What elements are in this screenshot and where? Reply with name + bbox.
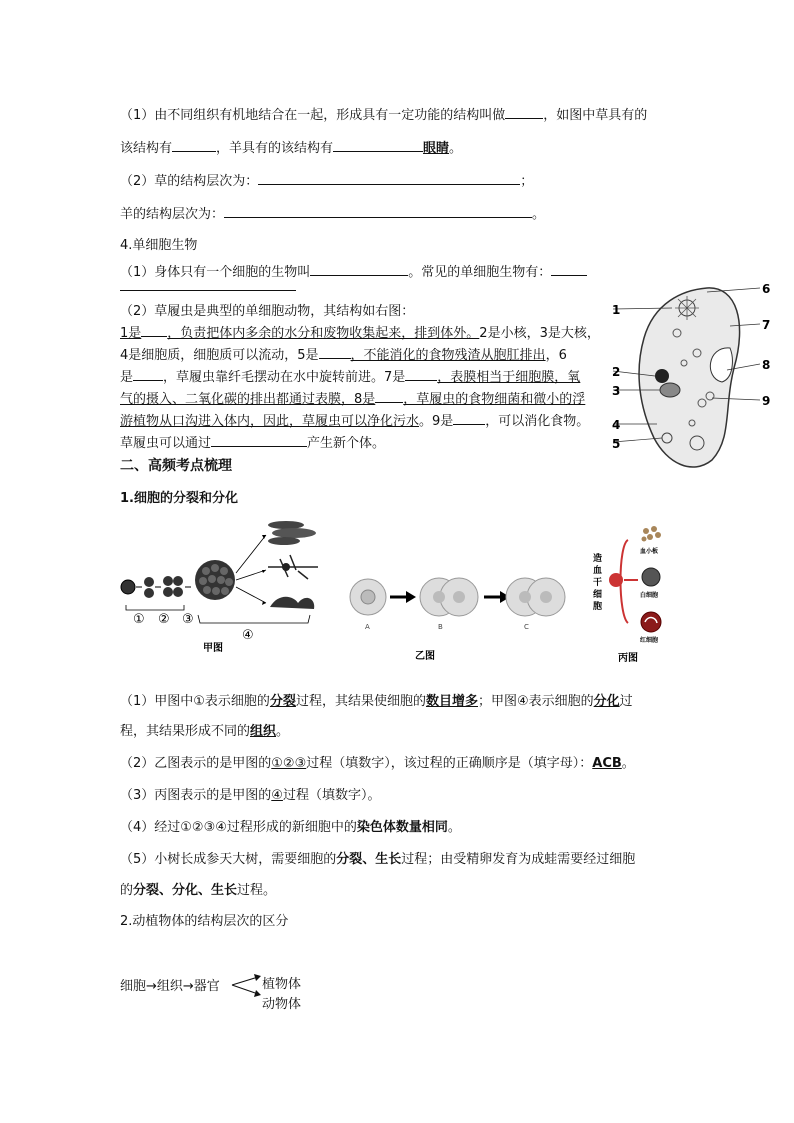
label-wbc: 白细胞 <box>640 592 659 599</box>
blank[interactable] <box>333 139 423 152</box>
arrow-icon <box>406 591 416 603</box>
label-1: 1 <box>612 303 621 317</box>
white-blood-cell <box>642 568 660 586</box>
ans2-text: （2）乙图表示的是甲图的 <box>120 756 272 771</box>
ans-1a <box>120 690 633 709</box>
s4-r6 <box>120 432 385 451</box>
label-5: 5 <box>612 437 621 451</box>
ans-2 <box>120 752 635 771</box>
s4-p1-cont <box>120 278 296 295</box>
ans-5a <box>120 848 635 867</box>
ans1-text: 。 <box>276 724 290 739</box>
q1-line2 <box>120 137 462 156</box>
stem-char-3: 干 <box>593 578 603 588</box>
s4-r4 <box>120 388 585 407</box>
blank[interactable] <box>133 368 163 381</box>
paramecium-figure <box>612 278 772 473</box>
q1-text-c: 该结构有 <box>120 141 173 156</box>
jia-step-4: ④ <box>242 628 254 643</box>
blank[interactable] <box>224 205 532 218</box>
tree-plant: 植物体 <box>262 977 302 992</box>
blank[interactable] <box>172 139 216 152</box>
section4-title: 4.单细胞生物 <box>120 238 198 253</box>
ans1-text: 过 <box>619 694 633 709</box>
s4-r3 <box>120 366 580 385</box>
ans3-text: （3）丙图表示的是甲图的 <box>120 788 272 803</box>
ans5-growth: 分裂、生长 <box>336 852 402 867</box>
q2-line1 <box>120 170 533 189</box>
s4-r1-a: 1是 <box>120 326 142 341</box>
q1-text-a: （1）由不同组织有机地结合在一起，形成具有一定功能的结构叫做 <box>120 108 506 123</box>
macronucleus <box>660 383 680 397</box>
stem-char-4: 细 <box>593 590 603 600</box>
label-4: 4 <box>612 418 621 432</box>
blank[interactable] <box>319 346 351 359</box>
s4-r6-a: 草履虫可以通过 <box>120 436 212 451</box>
label-6: 6 <box>762 282 771 296</box>
ans2-steps: ①②③ <box>271 756 307 771</box>
ans3-step: ④ <box>271 788 283 803</box>
s4-p1-text-a: （1）身体只有一个细胞的生物叫 <box>120 265 311 280</box>
s4-r2-a: 4是细胞质，细胞质可以流动，5是 <box>120 348 319 363</box>
branch-arrows <box>230 972 264 1002</box>
s4-r2-b: ，不能消化的食物残渣从胞肛排出 <box>350 348 546 363</box>
blank[interactable] <box>453 412 485 425</box>
ans5-process: 分裂、分化、生长 <box>133 883 238 898</box>
s4-r3-c: ，表膜相当于细胞膜，氧 <box>437 370 581 385</box>
ans1-division: 分裂 <box>269 694 296 709</box>
s4-r2-c: ，6 <box>545 348 567 363</box>
ans-5b <box>120 879 276 898</box>
q1-text-d: ，羊具有的该结构有 <box>216 141 334 156</box>
ans2-text: 过程（填数字），该过程的正确顺序是（填字母）： <box>306 756 593 771</box>
blank[interactable] <box>551 263 587 276</box>
s4-r3-b: ，草履虫靠纤毛摆动在水中旋转前进。7是 <box>163 370 406 385</box>
blank[interactable] <box>258 172 520 185</box>
blank[interactable] <box>211 434 307 447</box>
jia-step-3: ③ <box>182 612 194 627</box>
subsection2-title: 2.动植物体的结构层次的区分 <box>120 914 289 929</box>
ans2-text: 。 <box>621 756 635 771</box>
ans-4 <box>120 816 461 835</box>
s4-r1-c: 2是小核，3是大核， <box>479 326 600 341</box>
s4-r5-a: 游植物从口沟进入体内，因此，草履虫可以净化污水 <box>120 414 420 429</box>
red-blood-cell <box>641 612 661 632</box>
s4-p1-text-b: 。常见的单细胞生物有： <box>408 265 552 280</box>
jia-step-2: ② <box>158 612 170 627</box>
ans2-order: ACB <box>592 756 622 771</box>
blank[interactable] <box>505 106 543 119</box>
q2-grass-label: （2）草的结构层次为： <box>120 174 259 189</box>
ans1-increase: 数目增多 <box>425 694 478 709</box>
ans-3 <box>120 784 380 803</box>
blank[interactable] <box>310 263 408 276</box>
ans5-text: 过程；由受精卵发育为成蛙需要经过细胞 <box>401 852 636 867</box>
s4-p2: （2）草履虫是典型的单细胞动物，其结构如右图： <box>120 304 415 319</box>
s4-r1 <box>120 322 600 341</box>
figure-jia <box>121 521 318 654</box>
bing-caption: 丙图 <box>618 653 638 664</box>
q1-text-b: ，如图中草具有的 <box>543 108 648 123</box>
s4-r4-a: 气的摄入、二氧化碳的排出都通过表膜，8是 <box>120 392 376 407</box>
ans1-text: （1）甲图中①表示细胞的 <box>120 694 270 709</box>
cell-figures <box>118 515 678 670</box>
ans3-text: 过程（填数字）。 <box>282 788 381 803</box>
label-9: 9 <box>762 394 771 408</box>
ans4-text: （4）经过①②③④过程形成的新细胞中的 <box>120 820 357 835</box>
ans1-text: 程，其结果形成不同的 <box>120 724 251 739</box>
q2-line2 <box>120 203 545 222</box>
q2-sheep-label: 羊的结构层次为： <box>120 207 225 222</box>
label-platelet: 血小板 <box>640 548 659 555</box>
label-7: 7 <box>762 318 771 332</box>
ans4-chromosome: 染色体数量相同 <box>356 820 448 835</box>
ans5-text: 过程。 <box>237 883 277 898</box>
stem-char-2: 血 <box>593 566 603 576</box>
yi-label-c: C <box>524 623 529 631</box>
jia-step-1: ① <box>133 612 145 627</box>
ans1-text: 过程，其结果使细胞的 <box>295 694 426 709</box>
q1-text-e: 。 <box>449 141 463 156</box>
arrow-icon <box>254 974 261 997</box>
blank[interactable] <box>375 390 403 403</box>
ans1-text: ；甲图④表示细胞的 <box>477 694 594 709</box>
q1-answer-eye: 眼睛 <box>423 141 450 156</box>
q1-line1 <box>120 104 647 123</box>
ans-1b <box>120 720 289 739</box>
s4-r3-a: 是 <box>120 370 134 385</box>
platelets <box>642 526 662 542</box>
q2-sheep-end: 。 <box>532 207 546 222</box>
stem-char-5: 胞 <box>593 602 603 612</box>
ans5-text: （5）小树长成参天大树，需要细胞的 <box>120 852 337 867</box>
label-2: 2 <box>612 365 621 379</box>
yi-label-b: B <box>438 623 443 631</box>
s4-r4-b: ，草履虫的食物细菌和微小的浮 <box>403 392 586 407</box>
s4-r1-b: ，负责把体内多余的水分和废物收集起来，排到体外。 <box>167 326 480 341</box>
figure-yi <box>350 578 565 662</box>
s4-r5-c: ，可以消化食物。 <box>485 414 590 429</box>
blank[interactable] <box>120 278 296 291</box>
yi-caption: 乙图 <box>415 651 435 662</box>
vacuole-rays <box>675 296 699 320</box>
micronucleus <box>655 369 669 383</box>
s4-r5 <box>120 410 589 429</box>
s4-r5-b: 。9是 <box>419 414 454 429</box>
yi-label-a: A <box>365 623 370 631</box>
blank[interactable] <box>405 368 437 381</box>
label-3: 3 <box>612 384 621 398</box>
s4-r2 <box>120 344 567 363</box>
tree-animal: 动物体 <box>262 997 302 1012</box>
label-rbc: 红细胞 <box>640 637 659 644</box>
ans1-differentiation: 分化 <box>593 694 620 709</box>
jia-caption: 甲图 <box>203 643 223 654</box>
q2-grass-end: ； <box>520 174 534 189</box>
figure-bing <box>593 526 661 664</box>
ans4-text: 。 <box>447 820 461 835</box>
ans5-text: 的 <box>120 883 134 898</box>
subsection1-title: 1.细胞的分裂和分化 <box>120 491 238 506</box>
ans1-tissue: 组织 <box>250 724 277 739</box>
s4-r6-b: 产生新个体。 <box>307 436 386 451</box>
section2-title: 二、高频考点梳理 <box>120 458 232 474</box>
stem-char-1: 造 <box>593 554 603 564</box>
label-8: 8 <box>762 358 771 372</box>
structure-chain: 细胞→组织→器官 <box>120 979 220 994</box>
blank[interactable] <box>141 324 167 337</box>
